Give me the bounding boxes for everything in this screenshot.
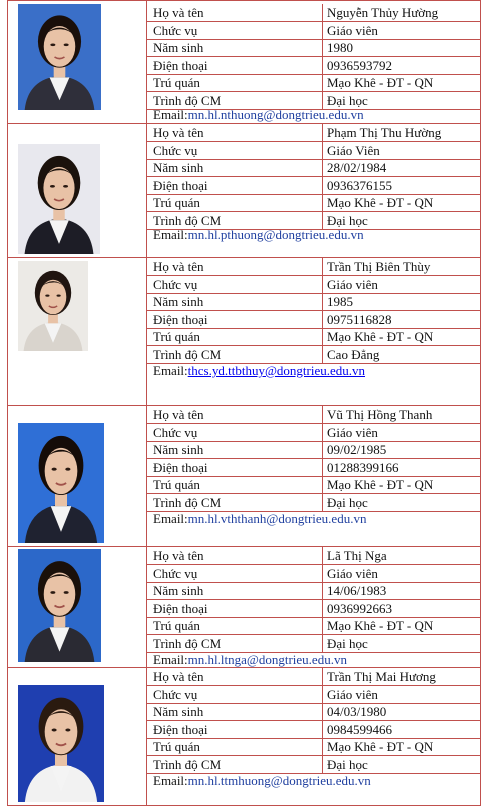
- field-value-birth: 04/03/1980: [327, 704, 387, 719]
- field-value-name: Phạm Thị Thu Hường: [327, 125, 442, 140]
- info-row-position: [147, 22, 480, 40]
- info-row-phone: [147, 721, 480, 739]
- field-value-name: Trần Thị Biên Thùy: [327, 259, 431, 274]
- info-row-position: [147, 686, 480, 704]
- field-label: Họ và tên: [153, 124, 323, 141]
- info-row-residence: [147, 617, 480, 635]
- field-value-qualification: Đại học: [327, 494, 368, 510]
- info-row-residence: [147, 74, 480, 92]
- field-value-position: Giáo viên: [327, 686, 378, 702]
- info-row-birth: [147, 39, 480, 57]
- info-row-name: [147, 124, 480, 142]
- info-row-qualification: [147, 494, 480, 512]
- info-row-phone: [147, 177, 480, 195]
- field-label: Trình độ CM: [153, 756, 323, 773]
- info-table: [147, 1, 481, 124]
- photo-cell: [7, 668, 147, 805]
- field-label: Chức vụ: [153, 424, 323, 441]
- email-label: Email:: [153, 773, 188, 788]
- field-value-birth: 14/06/1983: [327, 583, 387, 598]
- email-line: [153, 226, 364, 243]
- info-table: [147, 124, 481, 258]
- info-row-position: [147, 424, 480, 442]
- email-link[interactable]: mn.hl.ttmhuong@dongtrieu.edu.vn: [187, 773, 371, 788]
- field-label: Điện thoại: [153, 459, 323, 476]
- portrait-photo: [18, 261, 88, 351]
- field-label: Trú quán: [153, 194, 323, 211]
- field-label: Họ và tên: [153, 668, 323, 685]
- field-value-residence: Mạo Khê - ĐT - QN: [327, 75, 434, 90]
- field-value-residence: Mạo Khê - ĐT - QN: [327, 329, 434, 344]
- email-link[interactable]: mn.hl.ltnga@dongtrieu.edu.vn: [187, 652, 347, 667]
- field-label: Trú quán: [153, 74, 323, 91]
- info-row-phone: [147, 600, 480, 618]
- email-link[interactable]: mn.hl.vththanh@dongtrieu.edu.vn: [187, 511, 367, 526]
- field-label: Trình độ CM: [153, 212, 323, 229]
- portrait-photo: [18, 685, 104, 802]
- field-value-residence: Mạo Khê - ĐT - QN: [327, 477, 434, 492]
- field-value-name: Vũ Thị Hồng Thanh: [327, 407, 433, 422]
- field-label: Họ và tên: [153, 258, 323, 275]
- field-value-birth: 09/02/1985: [327, 442, 387, 457]
- field-label: Năm sinh: [153, 582, 323, 599]
- info-row-phone: [147, 459, 480, 477]
- field-value-qualification: Đại học: [327, 635, 368, 651]
- info-row-residence: [147, 328, 480, 346]
- photo-cell: [7, 406, 147, 547]
- field-value-residence: Mạo Khê - ĐT - QN: [327, 195, 434, 210]
- field-value-birth: 1985: [327, 294, 353, 309]
- staff-card: [7, 123, 481, 258]
- field-value-phone: 0975116828: [327, 311, 392, 327]
- field-value-phone: 0936376155: [327, 177, 392, 193]
- field-label: Điện thoại: [153, 721, 323, 738]
- email-line: [153, 772, 371, 789]
- field-label: Trình độ CM: [153, 346, 323, 363]
- field-label: Chức vụ: [153, 686, 323, 703]
- field-label: Điện thoại: [153, 311, 323, 328]
- field-value-qualification: Cao Đẳng: [327, 346, 380, 362]
- info-row-name: [147, 406, 480, 424]
- field-value-qualification: Đại học: [327, 756, 368, 772]
- email-link[interactable]: thcs.yd.ttbthuy@dongtrieu.edu.vn: [187, 363, 366, 378]
- email-label: Email:: [153, 363, 188, 378]
- field-label: Chức vụ: [153, 565, 323, 582]
- portrait-photo: [18, 144, 100, 254]
- field-label: Trú quán: [153, 738, 323, 755]
- photo-cell: [7, 547, 147, 668]
- field-value-phone: 0984599466: [327, 721, 392, 737]
- field-label: Chức vụ: [153, 22, 323, 39]
- field-value-name: Trần Thị Mai Hương: [327, 669, 436, 684]
- email-line: [153, 510, 366, 527]
- field-label: Trình độ CM: [153, 494, 323, 511]
- field-value-name: Lã Thị Nga: [327, 548, 387, 563]
- field-label: Chức vụ: [153, 276, 323, 293]
- info-row-birth: [147, 703, 480, 721]
- portrait-photo: [18, 4, 101, 110]
- field-value-position: Giáo viên: [327, 424, 378, 440]
- field-value-position: Giáo viên: [327, 565, 378, 581]
- field-label: Họ và tên: [153, 4, 323, 21]
- staff-card: [7, 405, 481, 547]
- field-label: Năm sinh: [153, 293, 323, 310]
- info-table: [147, 406, 481, 547]
- info-row-name: [147, 668, 480, 686]
- field-value-phone: 0936593792: [327, 57, 392, 73]
- field-value-qualification: Đại học: [327, 92, 368, 108]
- info-table: [147, 668, 481, 805]
- staff-card: [7, 546, 481, 668]
- info-table: [147, 258, 481, 406]
- info-row-residence: [147, 738, 480, 756]
- field-label: Trình độ CM: [153, 92, 323, 109]
- field-label: Điện thoại: [153, 177, 323, 194]
- info-row-qualification: [147, 346, 480, 364]
- field-label: Năm sinh: [153, 703, 323, 720]
- info-row-position: [147, 565, 480, 583]
- email-label: Email:: [153, 227, 188, 242]
- info-row-birth: [147, 293, 480, 311]
- email-link[interactable]: mn.hl.pthuong@dongtrieu.edu.vn: [187, 227, 364, 242]
- field-label: Năm sinh: [153, 159, 323, 176]
- field-label: Chức vụ: [153, 142, 323, 159]
- field-value-phone: 0936992663: [327, 600, 392, 616]
- info-row-birth: [147, 441, 480, 459]
- portrait-photo: [18, 423, 104, 543]
- email-line: [153, 362, 365, 379]
- field-value-position: Giáo Viên: [327, 142, 380, 158]
- field-label: Điện thoại: [153, 600, 323, 617]
- photo-cell: [7, 1, 147, 124]
- staff-card: [7, 667, 481, 806]
- field-label: Trú quán: [153, 617, 323, 634]
- info-row-name: [147, 547, 480, 565]
- info-row-phone: [147, 57, 480, 75]
- portrait-photo: [18, 549, 101, 662]
- info-row-qualification: [147, 635, 480, 653]
- info-row-name: [147, 258, 480, 276]
- info-table: [147, 547, 481, 668]
- info-row-residence: [147, 194, 480, 212]
- staff-card: [7, 257, 481, 406]
- email-line: [153, 651, 347, 668]
- field-label: Năm sinh: [153, 39, 323, 56]
- field-value-qualification: Đại học: [327, 212, 368, 228]
- field-label: Trình độ CM: [153, 635, 323, 652]
- photo-cell: [7, 124, 147, 258]
- email-line: [153, 106, 364, 123]
- info-row-birth: [147, 159, 480, 177]
- info-row-position: [147, 276, 480, 294]
- info-row-qualification: [147, 756, 480, 774]
- field-value-name: Nguyễn Thủy Hường: [327, 5, 439, 20]
- field-value-phone: 01288399166: [327, 459, 399, 475]
- field-label: Trú quán: [153, 476, 323, 493]
- staff-card: [7, 0, 481, 124]
- email-label: Email:: [153, 511, 188, 526]
- field-label: Trú quán: [153, 328, 323, 345]
- info-row-birth: [147, 582, 480, 600]
- field-value-residence: Mạo Khê - ĐT - QN: [327, 618, 434, 633]
- field-value-birth: 28/02/1984: [327, 160, 387, 175]
- email-link[interactable]: mn.hl.nthuong@dongtrieu.edu.vn: [187, 107, 364, 122]
- field-value-position: Giáo viên: [327, 276, 378, 292]
- field-value-birth: 1980: [327, 40, 353, 55]
- info-row-position: [147, 142, 480, 160]
- info-row-name: [147, 4, 480, 22]
- photo-cell: [7, 258, 147, 406]
- field-label: Điện thoại: [153, 57, 323, 74]
- field-label: Năm sinh: [153, 441, 323, 458]
- email-label: Email:: [153, 652, 188, 667]
- field-value-position: Giáo viên: [327, 22, 378, 38]
- field-value-residence: Mạo Khê - ĐT - QN: [327, 739, 434, 754]
- field-label: Họ và tên: [153, 547, 323, 564]
- email-label: Email:: [153, 107, 188, 122]
- info-row-phone: [147, 311, 480, 329]
- info-row-residence: [147, 476, 480, 494]
- field-label: Họ và tên: [153, 406, 323, 423]
